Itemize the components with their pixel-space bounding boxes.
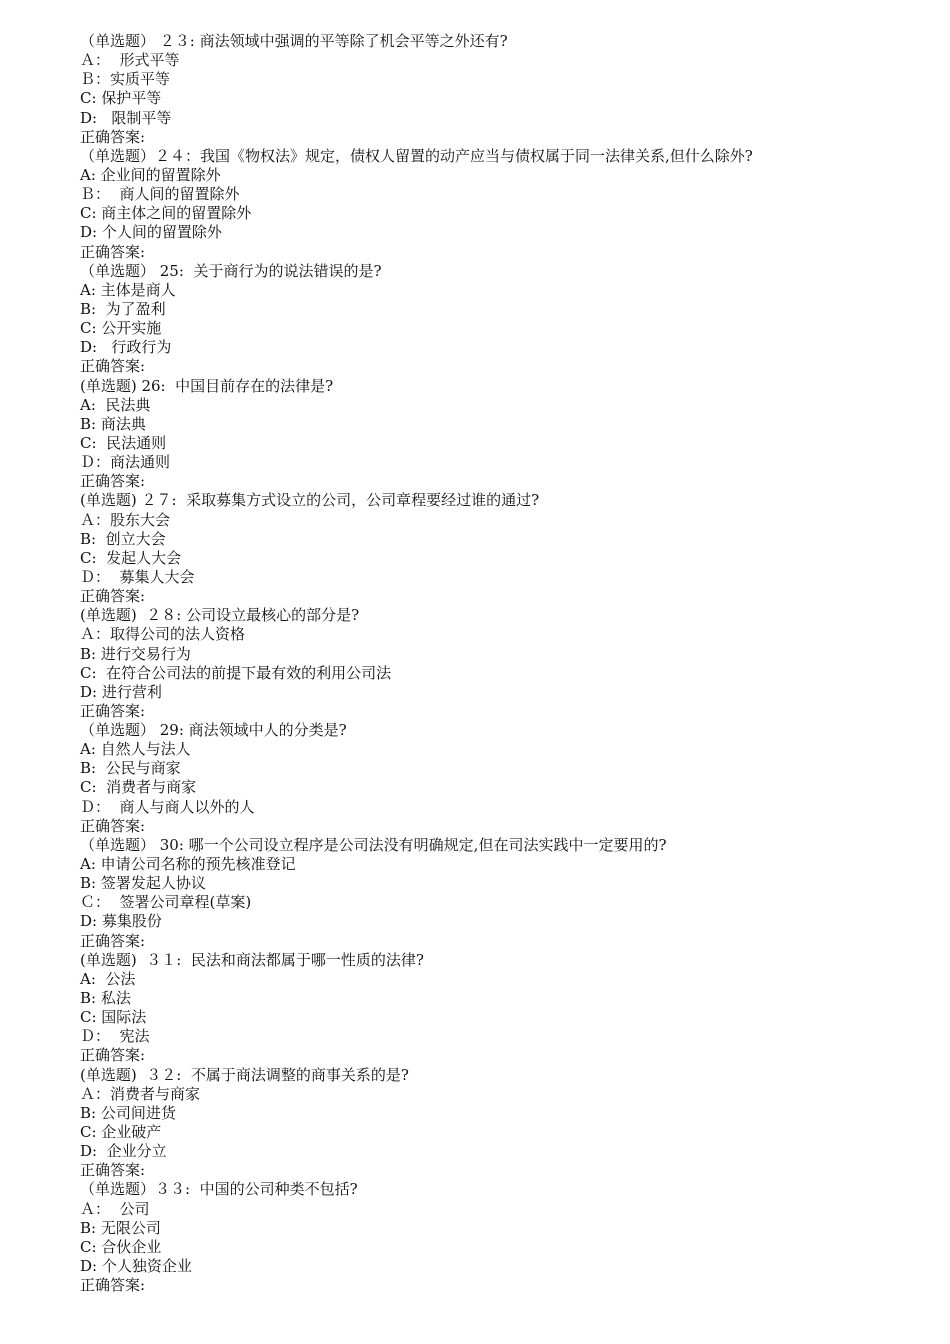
answer-option: Ｂ： 商人间的留置除外 (80, 185, 240, 204)
answer-option: D: 限制平等 (80, 108, 172, 127)
answer-option: D: 个人间的留置除外 (80, 223, 222, 242)
document-body (80, 32, 920, 1295)
question-block (80, 1066, 920, 1181)
answer-option: C: 商主体之间的留置除外 (80, 204, 252, 223)
answer-option: Ａ：股东大会 (80, 510, 171, 529)
question-block (80, 836, 920, 951)
question-block (80, 147, 920, 262)
question-block (80, 491, 920, 606)
answer-option: A: 企业间的留置除外 (80, 165, 221, 184)
answer-option: A: 自然人与法人 (80, 740, 191, 759)
question-stem: (单选题) ３１: 民法和商法都属于哪一性质的法律? (80, 950, 424, 969)
question-block (80, 1180, 920, 1295)
question-block (80, 606, 920, 721)
answer-option: Ａ：消费者与商家 (80, 1084, 201, 1103)
correct-answer-label: 正确答案: (80, 242, 146, 261)
question-stem: (单选题) ２８: 公司设立最核心的部分是? (80, 606, 360, 625)
answer-option: B: 公司间进货 (80, 1103, 176, 1122)
answer-option: C: 保护平等 (80, 89, 162, 108)
question-stem: (单选题) 26: 中国目前存在的法律是? (80, 376, 334, 395)
answer-option: B: 进行交易行为 (80, 644, 191, 663)
answer-option: D: 行政行为 (80, 338, 172, 357)
question-stem: (单选题) ２７: 采取募集方式设立的公司，公司章程要经过谁的通过? (80, 491, 540, 510)
correct-answer-label: 正确答案: (80, 127, 146, 146)
answer-option: Ｄ： 宪法 (80, 1027, 150, 1046)
question-stem: （单选题）３３: 中国的公司种类不包括? (80, 1180, 358, 1199)
question-stem: （单选题） 30: 哪一个公司设立程序是公司法没有明确规定,但在司法实践中一定要用的? (80, 835, 667, 854)
answer-option: B: 签署发起人协议 (80, 874, 206, 893)
answer-option: Ｃ： 签署公司章程(草案) (80, 893, 252, 912)
answer-option: B: 为了盈利 (80, 299, 166, 318)
correct-answer-label: 正确答案: (80, 1161, 146, 1180)
answer-option: A: 民法典 (80, 395, 151, 414)
question-stem: (单选题) ３２: 不属于商法调整的商事关系的是? (80, 1065, 409, 1084)
answer-option: D: 募集股份 (80, 912, 162, 931)
answer-option: B: 商法典 (80, 414, 146, 433)
answer-option: A: 申请公司名称的预先核准登记 (80, 855, 296, 874)
answer-option: C: 合伙企业 (80, 1237, 162, 1256)
answer-option: Ｄ： 商人与商人以外的人 (80, 797, 255, 816)
answer-option: B: 创立大会 (80, 529, 166, 548)
answer-option: Ａ： 形式平等 (80, 51, 180, 70)
correct-answer-label: 正确答案: (80, 1276, 146, 1295)
answer-option: A: 主体是商人 (80, 280, 176, 299)
answer-option: D: 企业分立 (80, 1142, 167, 1161)
answer-option: A: 公法 (80, 969, 136, 988)
answer-option: C: 国际法 (80, 1008, 147, 1027)
answer-option: Ｄ： 募集人大会 (80, 567, 195, 586)
answer-option: B: 私法 (80, 989, 131, 1008)
question-stem: （单选题）２４：我国《物权法》规定，债权人留置的动产应当与债权属于同一法律关系,但什么除外? (80, 146, 753, 165)
question-stem: （单选题） 29: 商法领域中人的分类是? (80, 721, 347, 740)
answer-option: D: 进行营利 (80, 682, 162, 701)
question-stem: （单选题） 25: 关于商行为的说法错误的是? (80, 261, 382, 280)
answer-option: Ｄ：商法通则 (80, 453, 171, 472)
answer-option: C: 公开实施 (80, 319, 162, 338)
answer-option: Ｂ：实质平等 (80, 70, 171, 89)
answer-option: B: 公民与商家 (80, 759, 181, 778)
question-block (80, 262, 920, 377)
answer-option: C: 企业破产 (80, 1123, 162, 1142)
answer-option: C: 发起人大会 (80, 548, 182, 567)
question-block (80, 721, 920, 836)
question-block (80, 32, 920, 147)
correct-answer-label: 正确答案: (80, 472, 146, 491)
answer-option: Ａ： 公司 (80, 1199, 150, 1218)
correct-answer-label: 正确答案: (80, 701, 146, 720)
correct-answer-label: 正确答案: (80, 1046, 146, 1065)
answer-option: C: 民法通则 (80, 433, 167, 452)
correct-answer-label: 正确答案: (80, 931, 146, 950)
answer-option: Ａ：取得公司的法人资格 (80, 625, 246, 644)
correct-answer-label: 正确答案: (80, 587, 146, 606)
correct-answer-label: 正确答案: (80, 816, 146, 835)
answer-option: D: 个人独资企业 (80, 1257, 192, 1275)
correct-answer-label: 正确答案: (80, 357, 146, 376)
question-block (80, 951, 920, 1066)
answer-option: C: 消费者与商家 (80, 778, 197, 797)
answer-option: B: 无限公司 (80, 1218, 161, 1237)
question-stem: （单选题） ２３: 商法领域中强调的平等除了机会平等之外还有? (80, 32, 508, 50)
question-block (80, 377, 920, 492)
answer-option: C: 在符合公司法的前提下最有效的利用公司法 (80, 663, 392, 682)
